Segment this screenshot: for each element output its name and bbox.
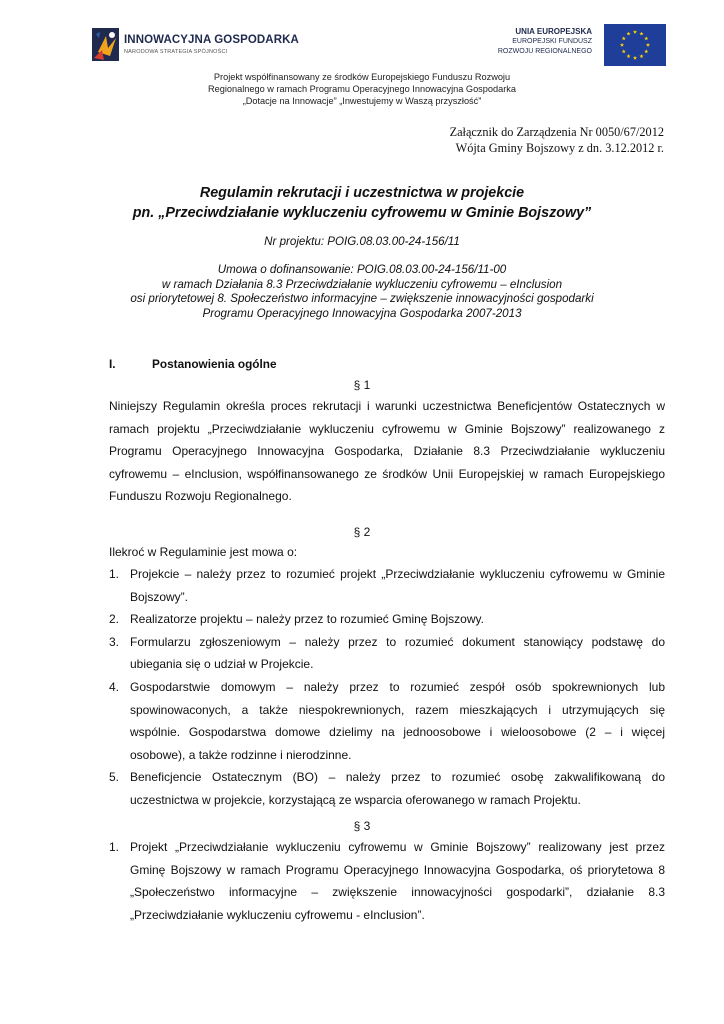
agreement-line: osi priorytetowej 8. Społeczeństwo informacyjne – zwiększenie innowacyjności gospodarki	[130, 292, 594, 306]
list-number: 1.	[109, 840, 120, 854]
section-number: I.	[109, 357, 116, 371]
text-line: cyfrowemu – eInclusion, współfinansowanego ze środków Unii Europejskiej w ramach Europejskiego	[109, 466, 665, 481]
agreement-line: Programu Operacyjnego Innowacyjna Gospodarka 2007-2013	[202, 306, 522, 320]
eu-star-icon	[622, 36, 626, 40]
list-number: 5.	[109, 770, 120, 785]
list-item	[109, 631, 665, 676]
paragraph-sign: § 1	[353, 378, 371, 392]
text-line: wspólnie. Gospodarstwa domowe dzielimy na jednoosobowe i wieloosobowe (2 – i więcej	[130, 725, 665, 740]
eu-star-icon	[646, 43, 650, 47]
definitions-list	[109, 563, 665, 812]
eu-logo-text	[498, 26, 592, 57]
text-line: Formularzu zgłoszeniowym – należy przez to rozumieć dokument stanowiący podstawę do	[130, 634, 665, 649]
eu-star-icon	[622, 49, 626, 53]
project-funding-info	[0, 71, 724, 107]
text-line: „Społeczeństwo informacyjne – zwiększenie innowacyjności gospodarki”, działanie 8.3	[130, 885, 665, 900]
project-number: Nr projektu: POIG.08.03.00-24-156/11	[264, 235, 460, 248]
text-line: Projekcie – należy przez to rozumieć projekt „Przeciwdziałanie wykluczeniu cyfrowemu w Gminie	[130, 567, 665, 581]
text-line: Realizatorze projektu – należy przez to rozumieć Gminę Bojszowy.	[130, 612, 484, 627]
section-title: Postanowienia ogólne	[152, 357, 277, 371]
eu-star-icon	[644, 49, 648, 53]
text-line: Bojszowy”.	[130, 589, 189, 604]
text-line: uczestnictwa w projekcie, korzystającą ze wsparcia oferowanego w ramach Projektu.	[130, 792, 581, 807]
eu-logo-line3: ROZWOJU REGIONALNEGO	[497, 48, 592, 55]
text-line: Funduszu Rozwoju Regionalnego.	[109, 489, 292, 504]
agreement-info	[0, 263, 724, 321]
eu-star-icon	[626, 32, 630, 36]
text-line: ramach projektu „Przeciwdziałanie wykluczeniu cyfrowemu w Gminie Bojszowy” realizowanego z	[109, 421, 665, 436]
logo-star-icon	[92, 28, 122, 64]
agreement-line: w ramach Działania 8.3 Przeciwdziałanie wykluczeniu cyfrowemu – eInclusion	[161, 277, 563, 291]
innowacyjna-gospodarka-logo	[92, 28, 302, 64]
title-line: pn. „Przeciwdziałanie wykluczeniu cyfrowemu w Gminie Bojszowy”	[132, 205, 592, 221]
eu-star-icon	[633, 30, 637, 34]
paragraph-sign: § 3	[353, 819, 371, 833]
project-info-line: Projekt współfinansowany ze środków Europejskiego Funduszu Rozwoju	[213, 72, 511, 82]
eu-star-icon	[626, 54, 630, 58]
text-line: osobowe), a także rodzinne i nierodzinne.	[130, 747, 352, 762]
annex-line: Wójta Gminy Bojszowy z dn. 3.12.2012 r.	[455, 141, 664, 155]
eu-star-icon	[620, 43, 624, 47]
eu-star-icon	[639, 54, 643, 58]
annex-reference	[450, 124, 664, 156]
list-number: 1.	[109, 567, 120, 581]
text-line: „Przeciwdziałanie wykluczeniu cyfrowemu - eInclusion”.	[130, 907, 425, 922]
paragraph-3-list	[109, 836, 665, 926]
text-line: spowinowaconych, a także niespokrewnionych, razem mieszkających i utrzymujących się	[130, 702, 665, 717]
list-number: 2.	[109, 612, 120, 627]
list-number: 4.	[109, 679, 120, 694]
paragraph-1-text	[109, 395, 665, 508]
eu-logo	[494, 24, 666, 68]
text-line: Gospodarstwie domowym – należy przez to rozumieć zespół osób spokrewnionych lub	[130, 679, 665, 694]
list-item	[109, 563, 665, 608]
paragraph-sign: § 2	[353, 525, 371, 539]
eu-star-icon	[639, 32, 643, 36]
text-line: Niniejszy Regulamin określa proces rekrutacji i warunki uczestnictwa Beneficjentów Ostatecznych w	[109, 399, 665, 413]
eu-star-icon	[644, 36, 648, 40]
list-item	[109, 836, 665, 926]
eu-logo-line2: EUROPEJSKI FUNDUSZ	[512, 38, 592, 45]
text-line: Programu Operacyjnego Innowacyjna Gospodarka, Działanie 8.3 Przeciwdziałanie wykluczeniu	[109, 444, 665, 459]
list-item	[109, 676, 665, 766]
logo-left-subtitle: NARODOWA STRATEGIA SPÓJNOŚCI	[124, 49, 228, 55]
list-item	[109, 608, 665, 631]
eu-star-icon	[633, 56, 637, 60]
annex-line: Załącznik do Zarządzenia Nr 0050/67/2012	[449, 125, 664, 139]
text-line: Gminę Bojszowy w ramach Programu Operacyjnego Innowacyjna Gospodarka, oś priorytetowa 8	[130, 862, 665, 877]
document-title	[0, 183, 724, 223]
list-item	[109, 766, 665, 811]
text-line: Projekt „Przeciwdziałanie wykluczeniu cyfrowemu w Gminie Bojszowy” realizowany jest przez	[130, 840, 665, 854]
title-line: Regulamin rekrutacji i uczestnictwa w projekcie	[199, 185, 525, 201]
list-number: 3.	[109, 634, 120, 649]
project-info-line: „Dotacje na Innowacje” „Inwestujemy w Waszą przyszłość”	[242, 96, 482, 106]
agreement-line: Umowa o dofinansowanie: POIG.08.03.00-24-156/11-00	[217, 263, 507, 276]
eu-flag-icon	[604, 24, 666, 66]
text-line: ubiegania się o udział w Projekcie.	[130, 657, 314, 672]
text-line: Beneficjencie Ostatecznym (BO) – należy przez to rozumieć osobę zakwalifikowaną do	[130, 770, 665, 785]
logo-left-title: INNOWACYJNA GOSPODARKA	[124, 34, 299, 46]
paragraph-2-intro: Ilekroć w Regulaminie jest mowa o:	[109, 545, 298, 559]
eu-stars-icon	[604, 24, 666, 66]
eu-logo-line1: UNIA EUROPEJSKA	[515, 27, 592, 36]
project-info-line: Regionalnego w ramach Programu Operacyjnego Innowacyjna Gospodarka	[208, 84, 516, 94]
